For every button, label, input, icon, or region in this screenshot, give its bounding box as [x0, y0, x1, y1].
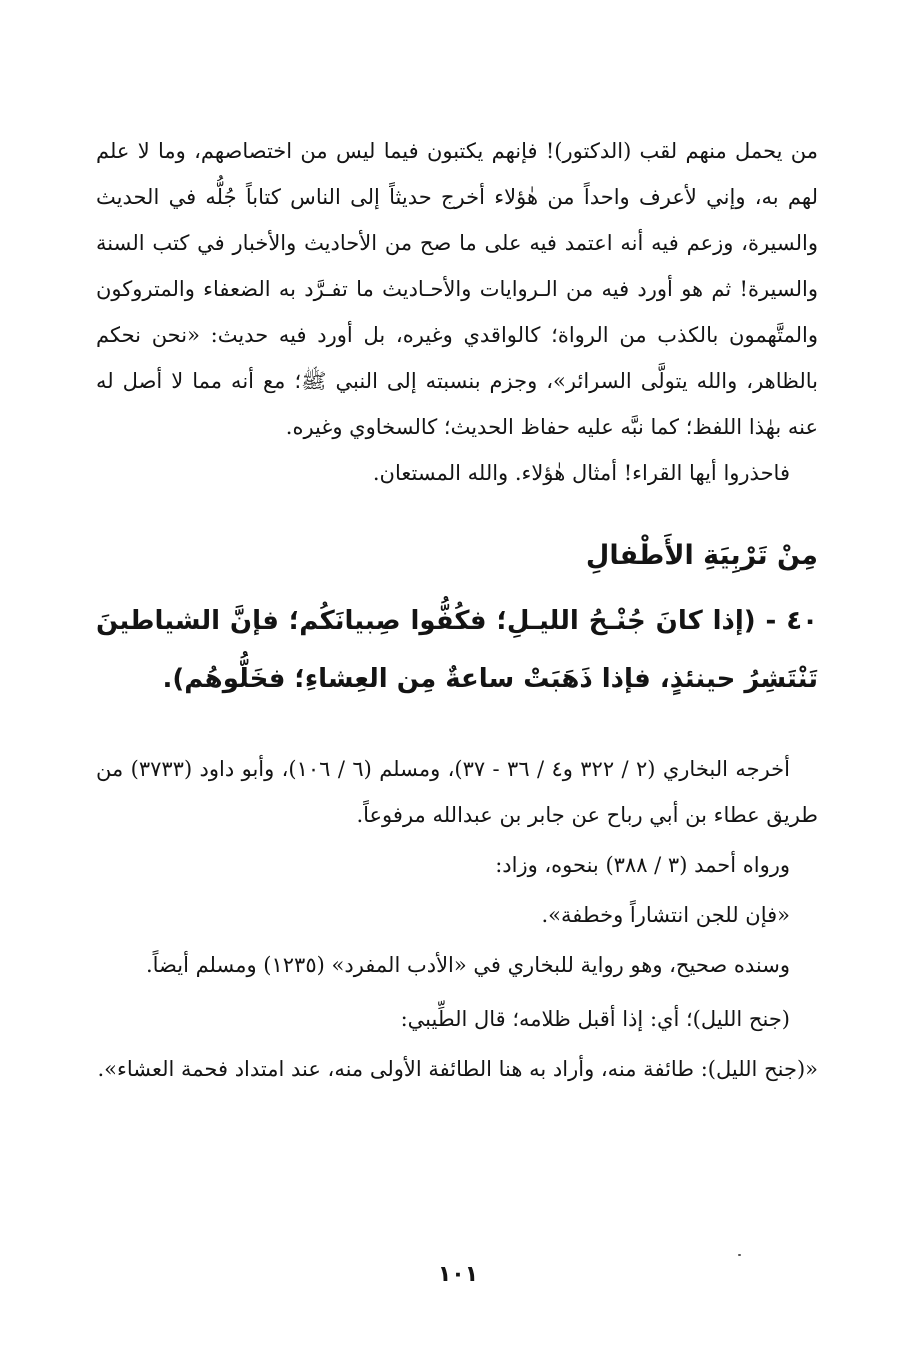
addition-quote: «فإن للجن انتشاراً وخطفة». — [541, 903, 790, 927]
ahmad-paragraph: ورواه أحمد (٣ / ٣٨٨) بنحوه، وزاد: — [495, 853, 790, 877]
page-number: ١٠١ — [437, 1262, 479, 1287]
meaning-paragraph: (جنح الليل)؛ أي: إذا أقبل ظلامه؛ قال الطِّيبي: — [400, 1007, 790, 1031]
takhrij-paragraph: أخرجه البخاري (٢ / ٣٢٢ و٤ / ٣٦ - ٣٧)، ومسلم (٦ / ١٠٦)، وأبو داود (٣٧٣٣) من طريق عطاء بن أبي رباح عن جابر بن عبدالله مرفوعاً. — [96, 757, 818, 827]
isnad-paragraph: وسنده صحيح، وهو رواية للبخاري في «الأدب المفرد» (١٢٣٥) ومسلم أيضاً. — [145, 953, 790, 977]
tibi-quote: «(جنح الليل): طائفة منه، وأراد به هنا الطائفة الأولى منه، عند امتداد فحمة العشاء». — [97, 1057, 818, 1081]
ink-speck — [738, 1254, 741, 1256]
intro-paragraph: من يحمل منهم لقب (الدكتور)! فإنهم يكتبون فيما ليس من اختصاصهم، وما لا علم لهم به، وإني لأعرف واحداً من هٰؤلاء أخرج حديثاً إلى الناس كتاباً جُلُّه في الحديث والسيرة، وزعم فيه أنه اعتمد فيه على ما صح من الأحاديث والأخبار في كتب السنة والسيرة! ثم هو أورد فيه من الـروايات والأحـاديث ما تفـرَّد به الضعفاء والمتروكون والمتَّهمون بالكذب من الرواة؛ كالواقدي وغيره، بل أورد فيه حديث: «نحن نحكم بالظاهر، والله يتولَّى السرائر»، وجزم بنسبته إلى النبي ﷺ؛ مع أنه مما لا أصل له عنه بهٰذا اللفظ؛ كما نبَّه عليه حفاظ الحديث؛ كالسخاوي وغيره. — [96, 139, 818, 439]
page-body — [96, 128, 818, 1092]
hadith-text: ٤٠ - (إذا كانَ جُنْـحُ الليـلِ؛ فكُفُّوا صِبيانَكُم؛ فإنَّ الشياطينَ تَنْتَشِرُ حينئذٍ، فإذا ذَهَبَتْ ساعةٌ مِن العِشاءِ؛ فخَلُّوهُم). — [96, 606, 818, 694]
intro-block — [96, 128, 818, 450]
warning-paragraph: فاحذروا أيها القراء! أمثال هٰؤلاء. والله المستعان. — [372, 461, 790, 485]
section-title: مِنْ تَرْبِيَةِ الأَطْفالِ — [585, 540, 818, 571]
